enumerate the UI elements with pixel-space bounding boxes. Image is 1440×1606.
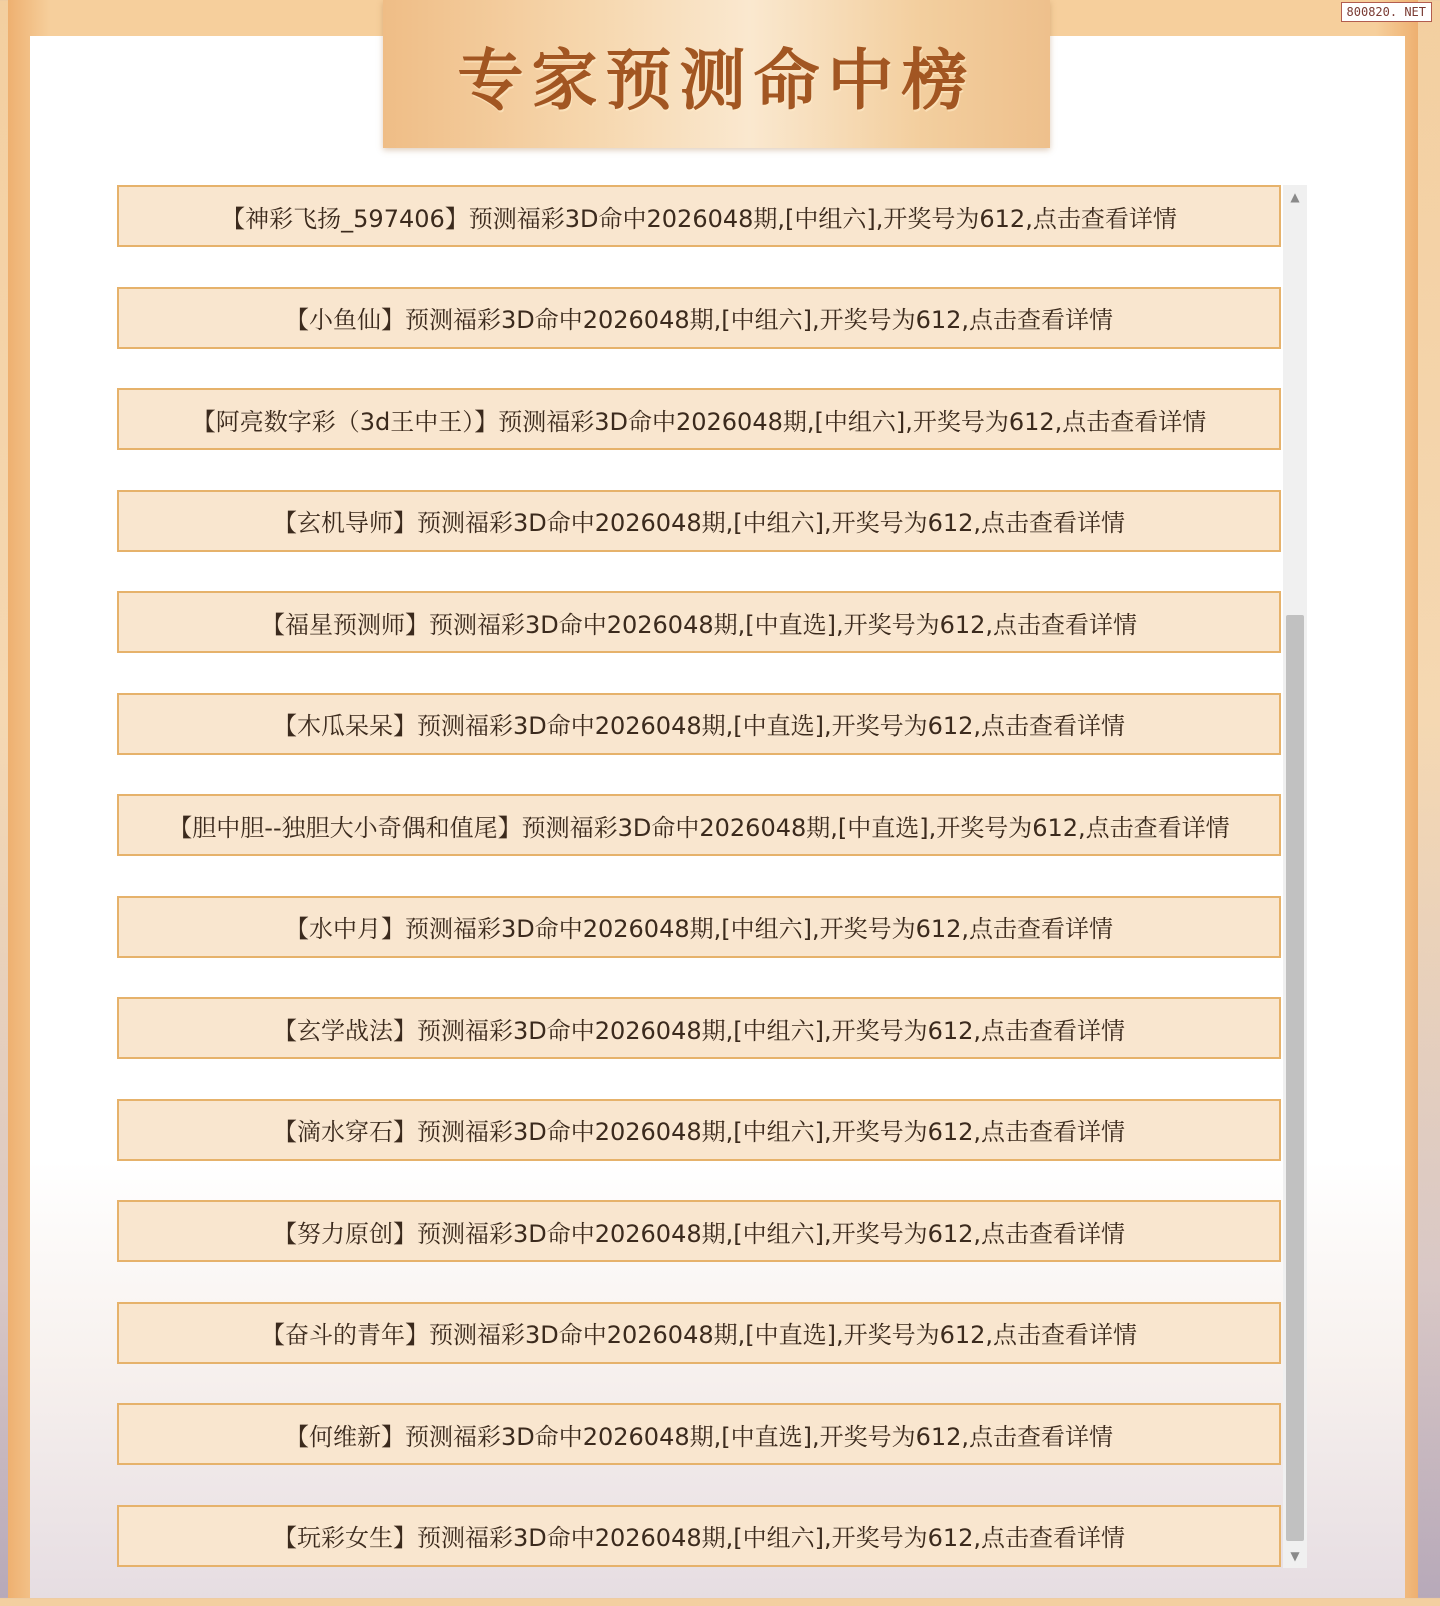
list-item[interactable] [117,185,1281,247]
list-item-text: 【胆中胆--独胆大小奇偶和值尾】预测福彩3D命中2026048期,[中直选],开奖号为612,点击查看详情 [168,813,1230,842]
list-item[interactable] [117,388,1281,450]
list-item-text: 【水中月】预测福彩3D命中2026048期,[中组六],开奖号为612,点击查看详情 [284,915,1114,943]
list-item-text: 【小鱼仙】预测福彩3D命中2026048期,[中组六],开奖号为612,点击查看详情 [284,306,1114,334]
list-item[interactable] [117,490,1281,552]
list-item[interactable] [117,591,1281,653]
list-item-text: 【木瓜呆呆】预测福彩3D命中2026048期,[中直选],开奖号为612,点击查看详情 [272,712,1126,740]
list-item-text: 【阿亮数字彩（3d王中王）】预测福彩3D命中2026048期,[中组六],开奖号为612,点击查看详情 [191,407,1207,436]
list-item[interactable] [117,1302,1281,1364]
list-item[interactable] [117,1403,1281,1465]
list-item-text: 【滴水穿石】预测福彩3D命中2026048期,[中组六],开奖号为612,点击查看详情 [272,1118,1126,1146]
list-item-text: 【神彩飞扬_597406】预测福彩3D命中2026048期,[中组六],开奖号为612,点击查看详情 [221,204,1177,233]
list-item-text: 【福星预测师】预测福彩3D命中2026048期,[中直选],开奖号为612,点击查看详情 [260,610,1138,639]
list-item-text: 【何维新】预测福彩3D命中2026048期,[中直选],开奖号为612,点击查看详情 [284,1422,1114,1451]
list-item[interactable] [117,896,1281,958]
expert-hit-list [117,185,1281,1606]
triangle-down-icon[interactable]: ▼ [1290,1549,1300,1563]
list-item[interactable] [117,997,1281,1059]
list-item[interactable] [117,794,1281,856]
title-banner [383,0,1050,148]
list-item[interactable] [117,693,1281,755]
page-title: 专家预测命中榜 [457,40,976,119]
list-item-text: 【玩彩女生】预测福彩3D命中2026048期,[中组六],开奖号为612,点击查看详情 [272,1524,1126,1552]
list-item-text: 【努力原创】预测福彩3D命中2026048期,[中组六],开奖号为612,点击查看详情 [272,1219,1126,1248]
list-item[interactable] [117,287,1281,349]
list-item[interactable] [117,1505,1281,1567]
triangle-up-icon[interactable]: ▲ [1290,190,1300,204]
site-watermark: 800820. NET [1341,2,1432,22]
list-item[interactable] [117,1099,1281,1161]
list-scrollbar[interactable] [1283,185,1307,1568]
list-item[interactable] [117,1200,1281,1262]
list-item-text: 【玄机导师】预测福彩3D命中2026048期,[中组六],开奖号为612,点击查看详情 [272,509,1126,537]
scrollbar-thumb[interactable] [1286,615,1304,1541]
list-item-text: 【玄学战法】预测福彩3D命中2026048期,[中组六],开奖号为612,点击查看详情 [272,1016,1126,1045]
list-item-text: 【奋斗的青年】预测福彩3D命中2026048期,[中直选],开奖号为612,点击查看详情 [260,1321,1138,1349]
